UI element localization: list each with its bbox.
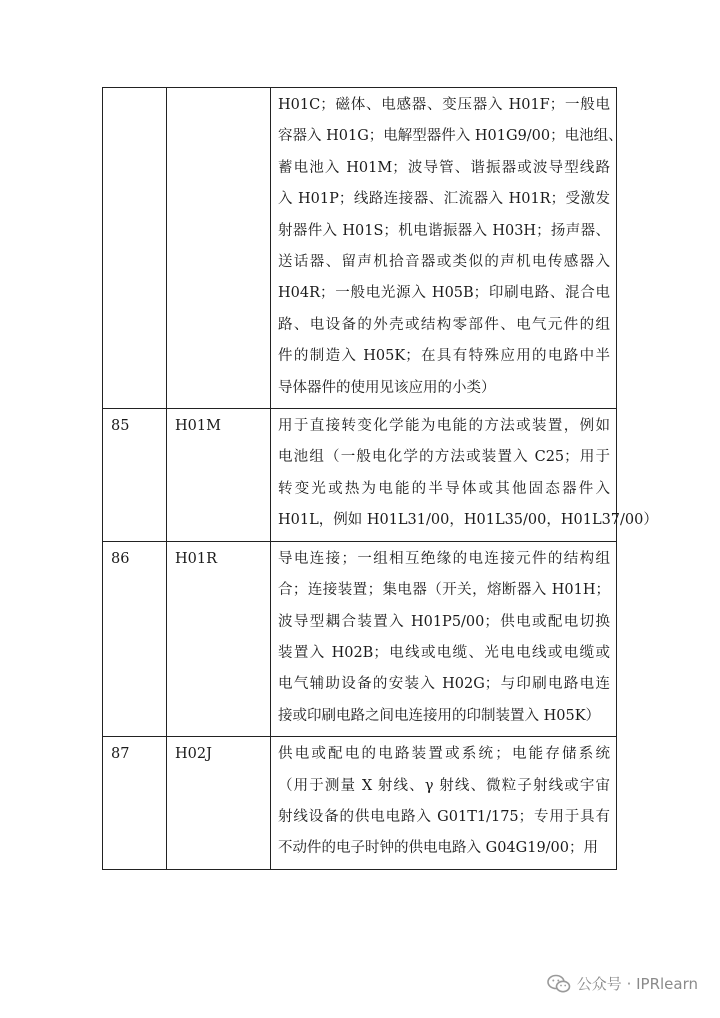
description-line: 件的制造入 H05K；在具有特殊应用的电路中半	[278, 348, 610, 365]
classification-code: H01M	[167, 409, 271, 542]
table-row	[103, 737, 617, 870]
description-line: H01C；磁体、电感器、变压器入 H01F；一般电	[278, 97, 610, 113]
description-line: 导电连接；一组相互绝缘的电连接元件的结构组	[278, 550, 610, 567]
watermark-text: 公众号 · IPRlearn	[576, 975, 698, 993]
classification-description	[271, 409, 658, 542]
row-number: 87	[103, 737, 167, 870]
description-line: 装置入 H02B；电线或电缆、光电电线或电缆或	[278, 644, 610, 661]
description-line: 送话器、留声机拾音器或类似的声机电传感器入	[278, 254, 610, 271]
wechat-icon	[547, 974, 571, 994]
classification-code	[167, 88, 271, 409]
classification-description	[271, 541, 617, 736]
description-line: 供电或配电的电路装置或系统；电能存储系统	[278, 746, 610, 763]
description-line: 蓄电池入 H01M；波导管、谐振器或波导型线路	[278, 159, 610, 176]
row-number: 86	[103, 541, 167, 736]
description-line: 接或印刷电路之间电连接用的印制装置入 H05K）	[278, 707, 601, 724]
description-line: 电池组（一般电化学的方法或装置入 C25；用于	[278, 449, 610, 466]
row-number: 85	[103, 409, 167, 542]
description-line: （用于测量 X 射线、γ 射线、微粒子射线或宇宙	[278, 777, 610, 794]
description-line: H01L，例如 H01L31/00，H01L35/00，H01L37/00）	[278, 512, 658, 529]
row-number	[103, 88, 167, 409]
classification-description	[271, 737, 617, 870]
description-line: 用于直接转变化学能为电能的方法或装置，例如	[278, 418, 610, 435]
table-row	[103, 88, 617, 409]
description-line: H04R；一般电光源入 H05B；印刷电路、混合电	[278, 285, 610, 302]
table-row	[103, 409, 617, 542]
description-line: 导体器件的使用见该应用的小类）	[278, 379, 496, 396]
classification-table	[102, 87, 658, 870]
description-line: 合；连接装置；集电器（开关，熔断器入 H01H；	[278, 582, 610, 599]
table-row	[103, 541, 617, 736]
description-line: 转变光或热为电能的半导体或其他固态器件入	[278, 480, 610, 497]
classification-code: H01R	[167, 541, 271, 736]
classification-description	[271, 88, 623, 409]
description-line: 路、电设备的外壳或结构零部件、电气元件的组	[278, 316, 610, 333]
watermark	[547, 973, 698, 994]
description-line: 波导型耦合装置入 H01P5/00；供电或配电切换	[278, 613, 610, 630]
description-line: 不动件的电子时钟的供电电路入 G04G19/00；用	[278, 840, 599, 857]
description-line: 射线设备的供电电路入 G01T1/175；专用于具有	[278, 808, 610, 825]
description-line: 电气辅助设备的安装入 H02G；与印刷电路电连	[278, 676, 610, 693]
description-line: 容器入 H01G；电解型器件入 H01G9/00；电池组、	[278, 128, 623, 145]
classification-code: H02J	[167, 737, 271, 870]
description-line: 入 H01P；线路连接器、汇流器入 H01R；受激发	[278, 191, 610, 208]
description-line: 射器件入 H01S；机电谐振器入 H03H；扬声器、	[278, 222, 610, 239]
